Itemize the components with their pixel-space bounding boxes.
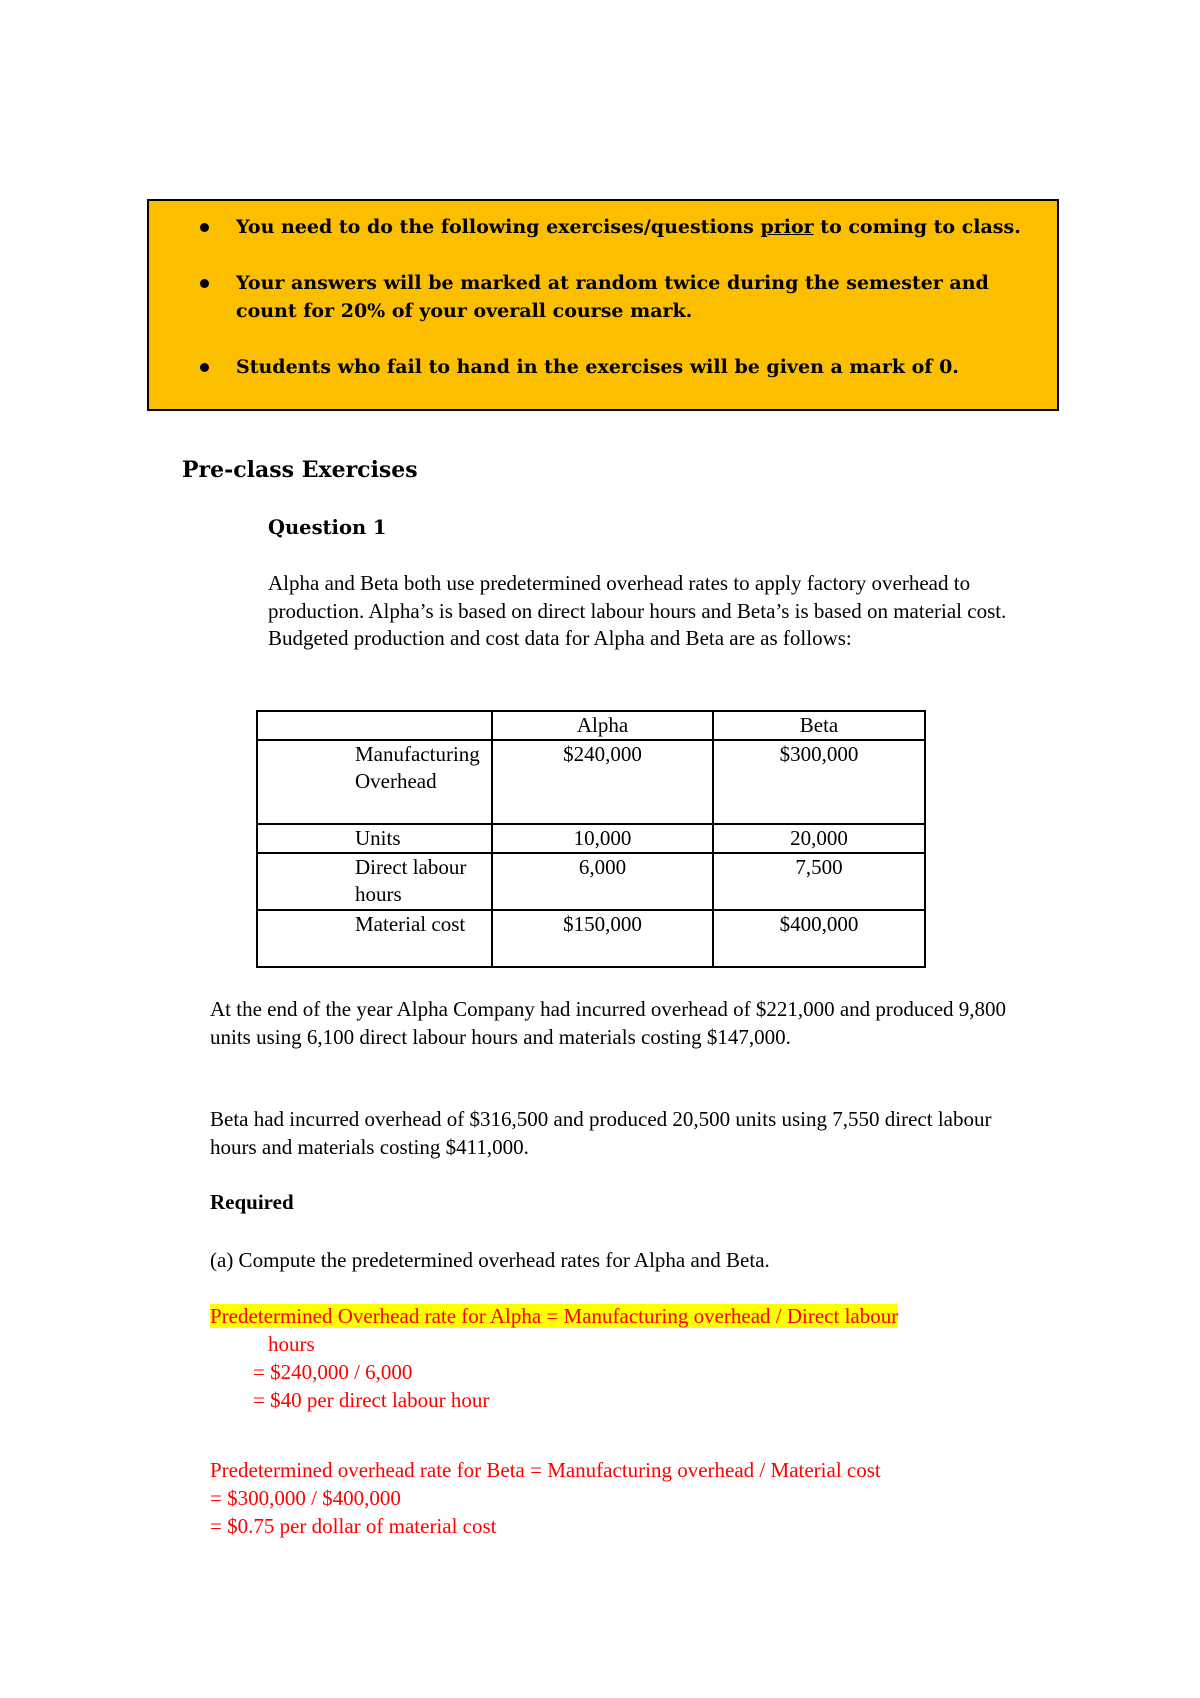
bullet-icon [200, 223, 209, 232]
notice-box [147, 199, 1059, 411]
alpha-cell: 6,000 [492, 853, 713, 910]
header-cell [257, 711, 492, 740]
table-row [257, 740, 925, 824]
highlighted-text: Predetermined Overhead rate for Alpha = Manufacturing overhead / Direct labour [210, 1304, 899, 1328]
beta-cell: 7,500 [713, 853, 925, 910]
notice-item: Your answers will be marked at random twice during the semester and count for 20% of your overall course mark. [236, 269, 1056, 325]
table-row [257, 824, 925, 853]
alpha-cell: $150,000 [492, 910, 713, 967]
beta-cell: $300,000 [713, 740, 925, 824]
notice-item: You need to do the following exercises/questions prior to coming to class. [236, 213, 1056, 241]
answer-alpha-line3: = $240,000 / 6,000 [253, 1360, 413, 1384]
required-heading: Required [210, 1190, 294, 1214]
answer-beta-line1: Predetermined overhead rate for Beta = Manufacturing overhead / Material cost [210, 1458, 881, 1482]
section-title: Pre-class Exercises [182, 457, 418, 483]
question-title: Question 1 [268, 516, 387, 539]
header-cell: Alpha [492, 711, 713, 740]
answer-alpha-line2: hours [268, 1332, 315, 1356]
intro-paragraph: Alpha and Beta both use predetermined overhead rates to apply factory overhead to production. Alpha’s is based on direct labour hours and Beta’s is based on material cost. Budgeted production and cost data for Alpha and Beta are as follows: [268, 571, 1007, 650]
beta-actual-paragraph: Beta had incurred overhead of $316,500 and produced 20,500 units using 7,550 direct labour hours and materials costing $411,000. [210, 1107, 992, 1159]
alpha-actual-paragraph: At the end of the year Alpha Company had incurred overhead of $221,000 and produced 9,800 units using 6,100 direct labour hours and materials costing $147,000. [210, 997, 1007, 1049]
answer-alpha-line4: = $40 per direct labour hour [253, 1388, 490, 1412]
table-row [257, 853, 925, 910]
notice-item: Students who fail to hand in the exercises will be given a mark of 0. [236, 353, 1056, 381]
bullet-icon [200, 363, 209, 372]
budget-table [256, 710, 926, 968]
table-header-row [257, 711, 925, 740]
header-cell: Beta [713, 711, 925, 740]
row-label: Direct labour hours [257, 853, 492, 910]
row-label: Material cost [257, 910, 492, 967]
bullet-icon [200, 279, 209, 288]
alpha-cell: 10,000 [492, 824, 713, 853]
row-label: Manufacturing Overhead [257, 740, 492, 824]
row-label: Units [257, 824, 492, 853]
answer-alpha-line1 [210, 1302, 898, 1330]
beta-cell: 20,000 [713, 824, 925, 853]
table-row [257, 910, 925, 967]
alpha-cell: $240,000 [492, 740, 713, 824]
answer-beta-line3: = $0.75 per dollar of material cost [210, 1514, 497, 1538]
part-a-question: (a) Compute the predetermined overhead rates for Alpha and Beta. [210, 1248, 770, 1272]
answer-beta-line2: = $300,000 / $400,000 [210, 1486, 401, 1510]
beta-cell: $400,000 [713, 910, 925, 967]
